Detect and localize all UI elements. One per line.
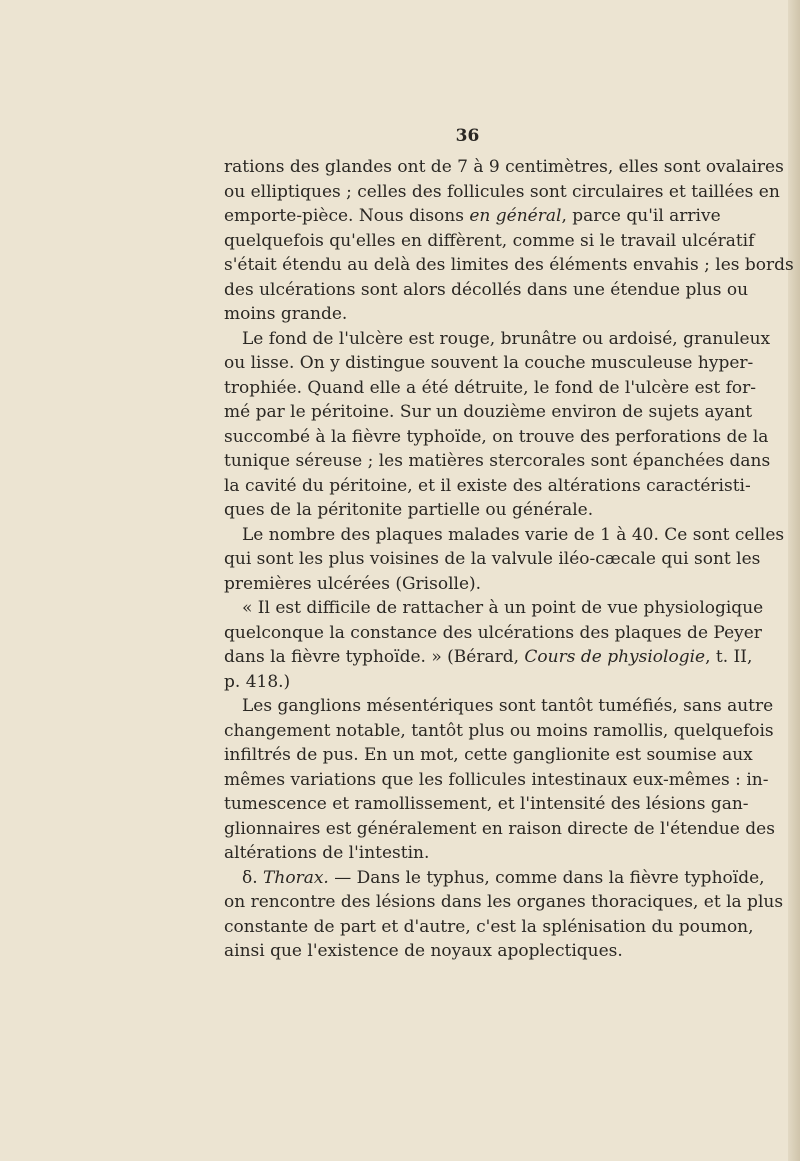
text-line [224, 670, 706, 695]
text-line [224, 866, 765, 891]
text-run: rations des glandes ont de 7 à 9 centimètres, elles sont ovalaires [224, 157, 784, 177]
text-line [224, 449, 771, 474]
text-run: , t. II, [705, 647, 753, 667]
text-run: quelconque la constance des ulcérations des plaques de Peyer [224, 622, 762, 643]
text-line [224, 939, 706, 964]
text-line [224, 792, 749, 817]
text-line [224, 204, 721, 229]
text-line [224, 327, 771, 352]
text-run: Les ganglions mésentériques sont tantôt tuméfiés, sans autre [242, 696, 774, 716]
page-edge [788, 0, 800, 1161]
italic-text: Thorax. [263, 867, 329, 888]
text-line [224, 180, 780, 205]
text-line [224, 621, 762, 646]
text-run: , parce qu'il arrive [561, 206, 721, 226]
text-line [224, 890, 784, 915]
text-run: ou elliptiques ; celles des follicules sont circulaires et taillées en [224, 181, 780, 202]
text-line [224, 376, 757, 401]
text-line [224, 841, 706, 866]
text-line [224, 817, 775, 842]
text-run: altérations de l'intestin. [224, 843, 430, 863]
text-line [224, 719, 774, 744]
text-run: Le nombre des plaques malades varie de 1 à 40. Ce sont celles [242, 524, 785, 545]
text-line [224, 351, 754, 376]
text-run: tumescence et ramollissement, et l'intensité des lésions gan- [224, 794, 749, 814]
text-run: p. 418.) [224, 671, 291, 692]
text-line [224, 572, 706, 597]
text-run: succombé à la fièvre typhoïde, on trouve des perforations de la [224, 426, 769, 447]
text-run: on rencontre des lésions dans les organes thoraciques, et la plus [224, 892, 784, 912]
text-run: ques de la péritonite partielle ou générale. [224, 500, 594, 520]
italic-text: en général [469, 206, 562, 226]
text-line [224, 645, 753, 670]
text-line [224, 278, 749, 303]
page-number: 36 [455, 126, 480, 146]
text-run: Le fond de l'ulcère est rouge, brunâtre ou ardoisé, granuleux [242, 328, 771, 349]
text-run: δ. [242, 867, 264, 888]
text-line [224, 547, 761, 572]
text-run: ou lisse. On y distingue souvent la couche musculeuse hyper- [224, 353, 754, 373]
text-run: des ulcérations sont alors décollés dans une étendue plus ou [224, 279, 749, 300]
text-line [224, 155, 784, 180]
text-line [224, 523, 785, 548]
text-run: moins grande. [224, 304, 348, 324]
text-run: ainsi que l'existence de noyaux apoplectiques. [224, 941, 623, 961]
text-run: infiltrés de pus. En un mot, cette ganglionite est soumise aux [224, 745, 753, 765]
text-line [224, 498, 706, 523]
text-line [224, 768, 769, 793]
text-line [224, 474, 751, 499]
text-run: tunique séreuse ; les matières stercorales sont épanchées dans [224, 451, 771, 471]
text-line [224, 229, 755, 254]
text-line [224, 302, 706, 327]
text-run: mé par le péritoine. Sur un douzième environ de sujets ayant [224, 402, 753, 422]
body-text [224, 155, 794, 964]
italic-text: Cours de physiologie [524, 647, 706, 667]
text-line [224, 915, 754, 940]
text-run: quelquefois qu'elles en diffèrent, comme si le travail ulcératif [224, 230, 755, 251]
text-run: premières ulcérées (Grisolle). [224, 573, 482, 594]
text-run: emporte-pièce. Nous disons [224, 206, 470, 226]
text-run: qui sont les plus voisines de la valvule iléo-cæcale qui sont les [224, 549, 761, 569]
text-line [224, 253, 794, 278]
text-run: dans la fièvre typhoïde. » (Bérard, [224, 647, 525, 667]
text-line [224, 425, 769, 450]
text-run: trophiée. Quand elle a été détruite, le fond de l'ulcère est for- [224, 377, 757, 398]
text-line [224, 596, 764, 621]
text-run: changement notable, tantôt plus ou moins ramollis, quelquefois [224, 720, 774, 741]
text-run: — Dans le typhus, comme dans la fièvre typhoïde, [328, 867, 765, 888]
text-line [224, 694, 774, 719]
text-line [224, 743, 753, 768]
text-line [224, 400, 753, 425]
text-run: glionnaires est généralement en raison directe de l'étendue des [224, 818, 775, 839]
text-run: s'était étendu au delà des limites des éléments envahis ; les bords [224, 255, 794, 275]
text-run: mêmes variations que les follicules intestinaux eux-mêmes : in- [224, 769, 769, 790]
text-run: la cavité du péritoine, et il existe des altérations caractéristi- [224, 475, 751, 496]
text-run: « Il est difficile de rattacher à un point de vue physiologique [242, 598, 764, 618]
text-run: constante de part et d'autre, c'est la splénisation du poumon, [224, 916, 754, 937]
